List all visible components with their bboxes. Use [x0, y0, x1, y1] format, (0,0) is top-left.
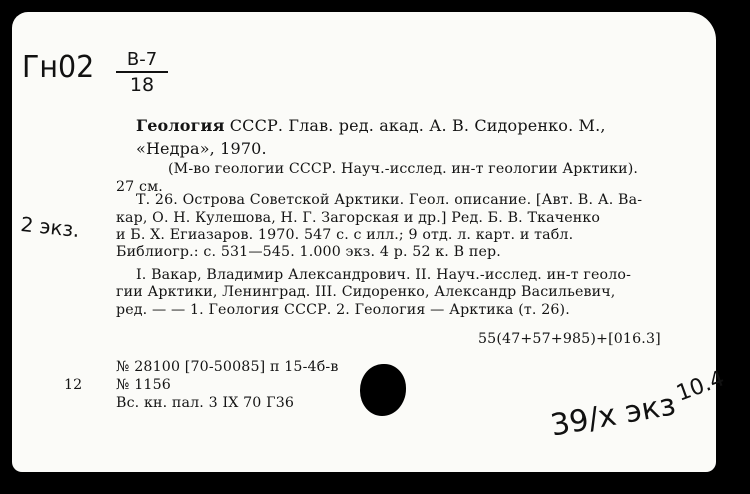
record-line-2: «Недра», 1970. [136, 139, 267, 158]
record-heading-bold: Геология [136, 116, 225, 135]
fraction-numerator: В-7 [126, 49, 158, 70]
classification-index: 55(47+57+985)+[016.3] [478, 331, 661, 347]
record-line-4: 27 см. [116, 179, 163, 195]
catalog-card [12, 12, 728, 472]
record-line-8: Библиогр.: с. 531—545. 1.000 экз. 4 р. 52 к. В пер. [116, 244, 501, 260]
book-chamber-line: Вс. кн. пал. 3 IX 70 Г36 [116, 395, 295, 411]
handwritten-copies-note: 2 экз. [19, 212, 81, 243]
publication-number: № 28100 [70-50085] п 15-4б-в [116, 359, 339, 375]
handwritten-fraction [116, 50, 168, 95]
record-line-6: кар, О. Н. Кулешова, Н. Г. Загорская и др.] Ред. Б. В. Ткаченко [116, 210, 601, 226]
fraction-bar [116, 71, 168, 73]
order-prefix: 12 [64, 377, 83, 393]
record-line-10: гии Арктики, Ленинград. III. Сидоренко, Александр Васильевич, [116, 284, 616, 300]
ink-blot [360, 364, 406, 416]
handwritten-shelf-code: Гн02 [22, 50, 95, 85]
record-line-5: Т. 26. Острова Советской Арктики. Геол. описание. [Авт. В. А. Ва- [136, 192, 643, 208]
record-heading [136, 118, 606, 134]
record-line-3: (М-во геологии СССР. Науч.-исслед. ин-т геологии Арктики). [168, 161, 639, 177]
record-line-7: и Б. Х. Егиазаров. 1970. 547 с. с илл.; 9 отд. л. карт. и табл. [116, 227, 574, 243]
fraction-denominator: 18 [129, 74, 155, 96]
record-heading-rest: СССР. Глав. ред. акад. А. В. Сидоренко. М., [224, 116, 606, 135]
order-number: № 1156 [116, 377, 171, 393]
handwritten-mark-right: 10.4 [673, 366, 728, 407]
record-line-9: I. Вакар, Владимир Александрович. II. Науч.-исслед. ин-т геоло- [136, 267, 632, 283]
record-line-11: ред. — — 1. Геология СССР. 2. Геология — Арктика (т. 26). [116, 302, 570, 318]
handwritten-mark-bottom: 39/x экз [547, 387, 679, 444]
